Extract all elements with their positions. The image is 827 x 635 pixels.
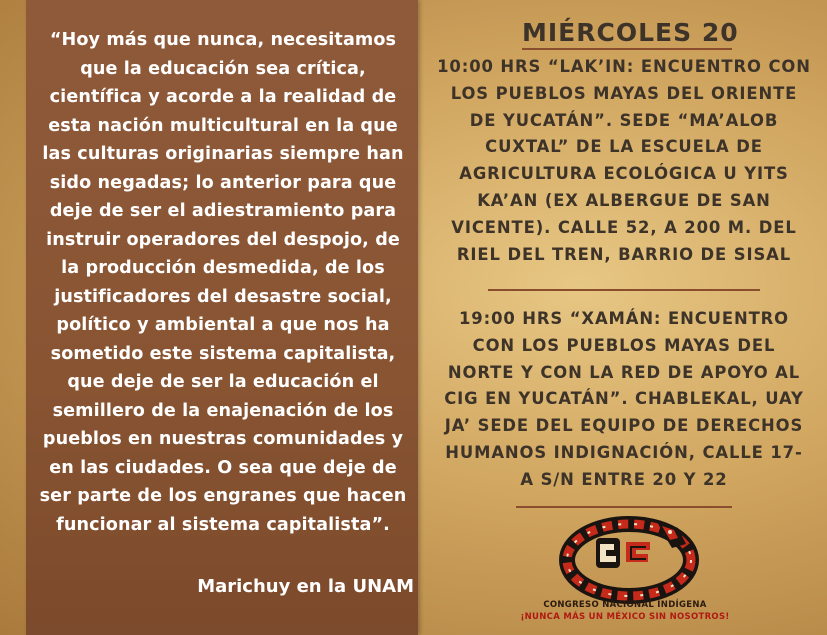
org-name: CONGRESO NACIONAL INDÍGENA (543, 600, 707, 610)
quote-line: pueblos en nuestras comunidades y (42, 429, 404, 449)
quote-line: la producción desmedida, de los (61, 258, 385, 278)
quote-line: funcionar al sistema capitalista”. (56, 514, 390, 535)
event-line: JA’ SEDE DEL EQUIPO DE DERECHOS (444, 416, 804, 436)
event-line: KA’AN (EX ALBERGUE DE SAN (477, 190, 771, 210)
event-line: CIG EN YUCATÁN”. CHABLEKAL, UAY (444, 389, 804, 409)
quote-line: ser parte de los engranes que hacen (39, 486, 407, 506)
divider (522, 48, 732, 50)
quote-line: “Hoy más que nunca, necesitamos (49, 30, 397, 50)
event-line: RIEL DEL TREN, BARRIO DE SISAL (456, 244, 792, 264)
divider (488, 289, 760, 291)
quote-line: semillero de la enajenación de los (52, 400, 394, 421)
event-line: NORTE Y CON LA RED DE APOYO AL (447, 362, 801, 382)
serpent-logo-icon (556, 514, 702, 604)
quote-line: justificadores del desastre social, (54, 286, 392, 307)
quote-line: sometido este sistema capitalista, (50, 343, 396, 364)
quote-attribution: Marichuy en la UNAM (197, 576, 414, 597)
divider (516, 506, 732, 508)
event-line: CON LOS PUEBLOS MAYAS DEL (472, 335, 776, 355)
quote-line: sido negadas; lo anterior para que (49, 172, 397, 193)
event-line: CUXTAL” DE LA ESCUELA DE (485, 137, 763, 157)
event-line: AGRICULTURA ECOLÓGICA U YITS (459, 164, 789, 184)
day-title: MIÉRCOLES 20 (522, 18, 739, 47)
event-line: VICENTE). CALLE 52, A 200 M. DEL (451, 217, 797, 237)
quote-line: en las ciudades. O sea que deje de (49, 457, 397, 478)
quote-line: las culturas originarias siempre han (42, 144, 404, 164)
event-line: 10:00 HRS “LAK’IN: ENCUENTRO CON (437, 57, 811, 76)
event-line: LOS PUEBLOS MAYAS DEL ORIENTE (450, 83, 798, 103)
event-line: A S/N ENTRE 20 Y 22 (520, 469, 728, 489)
quote-line: esta nación multicultural en la que (48, 115, 398, 136)
quote-line: que deje de ser la educación el (67, 372, 379, 392)
event-1 (434, 54, 814, 268)
quote-line: instruir operadores del despojo, de (46, 229, 400, 250)
event-line: HUMANOS INDIGNACIÓN, CALLE 17- (445, 442, 803, 462)
quote-line: deje de ser el adiestramiento para (49, 201, 397, 221)
org-slogan: ¡NUNCA MÁS UN MÉXICO SIN NOSOTROS! (520, 612, 730, 622)
quote-text (36, 26, 410, 539)
event-2 (434, 306, 814, 494)
quote-line: que la educación sea crítica, (80, 58, 366, 79)
quote-line: político y ambiental a que nos ha (56, 315, 390, 335)
quote-line: científica y acorde a la realidad de (49, 87, 397, 107)
event-line: 19:00 HRS “XAMÁN: ENCUENTRO (459, 309, 789, 328)
event-line: DE YUCATÁN”. SEDE “MA’ALOB (469, 110, 779, 130)
